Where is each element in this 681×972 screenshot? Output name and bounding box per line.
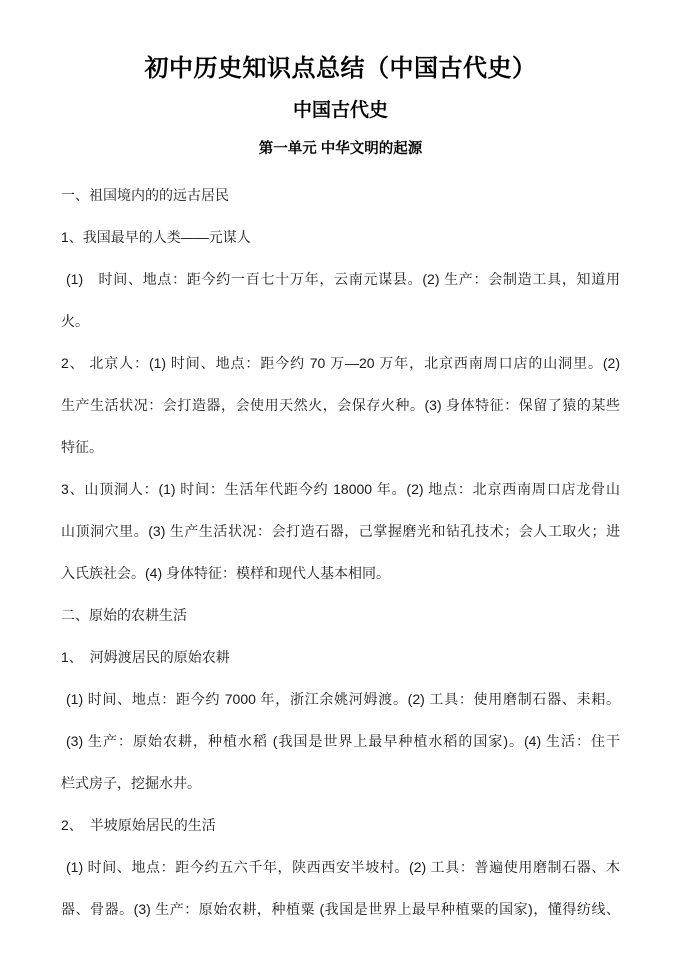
- text-line: 栏式房子，挖掘水井。: [61, 775, 201, 791]
- paragraph: [61, 846, 620, 930]
- paragraph: [61, 342, 620, 468]
- text-line: 二、原始的农耕生活: [61, 607, 187, 623]
- text-line: 一、祖国境内的的远古居民: [61, 187, 229, 203]
- paragraph: [61, 174, 620, 216]
- paragraph: [61, 678, 620, 804]
- text-line: (1) 时间、地点：距今约一百七十万年，云南元谋县。(2) 生产：会制造工具，知道用: [66, 271, 620, 287]
- text-line: (1) 时间、地点：距今约五六千年，陕西西安半坡村。(2) 工具：普遍使用磨制石器、木: [66, 859, 620, 875]
- text-line: 1、 河姆渡居民的原始农耕: [61, 649, 230, 665]
- text-line: 火。: [61, 313, 89, 329]
- paragraph: [61, 804, 620, 846]
- text-line: 特征。: [61, 439, 103, 455]
- paragraph: [61, 594, 620, 636]
- document-body: [61, 174, 620, 930]
- page-title: 初中历史知识点总结（中国古代史）: [144, 55, 537, 82]
- text-line: 山顶洞穴里。(3) 生产生活状况：会打造石器，己掌握磨光和钻孔技术；会人工取火；进: [61, 523, 620, 539]
- paragraph: [61, 216, 620, 258]
- text-line: (3) 生产：原始农耕，种植水稻 (我国是世界上最早种植水稻的国家)。(4) 生活：住干: [66, 733, 620, 749]
- text-line: 生产生活状况：会打造器，会使用天然火，会保存火种。(3) 身体特征：保留了猿的某些: [61, 397, 620, 413]
- text-line: 3、山顶洞人：(1) 时间：生活年代距今约 18000 年。(2) 地点：北京西南周口店龙骨山: [61, 481, 620, 497]
- page-subtitle: 中国古代史: [292, 100, 388, 121]
- text-line: 器、骨器。(3) 生产：原始农耕，种植粟 (我国是世界上最早种植粟的国家)，懂得纺线、: [61, 901, 620, 917]
- text-line: 2、 半坡原始居民的生活: [61, 817, 216, 833]
- text-line: 入氏族社会。(4) 身体特征：模样和现代人基本相同。: [61, 565, 390, 581]
- text-line: 2、 北京人：(1) 时间、地点：距今约 70 万—20 万年，北京西南周口店的山洞里。(2): [61, 355, 620, 371]
- text-line: (1) 时间、地点：距今约 7000 年，浙江余姚河姆渡。(2) 工具：使用磨制石器、耒耜。: [66, 691, 620, 707]
- paragraph: [61, 468, 620, 594]
- text-line: 1、我国最早的人类——元谋人: [61, 229, 251, 245]
- section-heading: 第一单元 中华文明的起源: [258, 141, 423, 157]
- paragraph: [61, 636, 620, 678]
- paragraph: [61, 258, 620, 342]
